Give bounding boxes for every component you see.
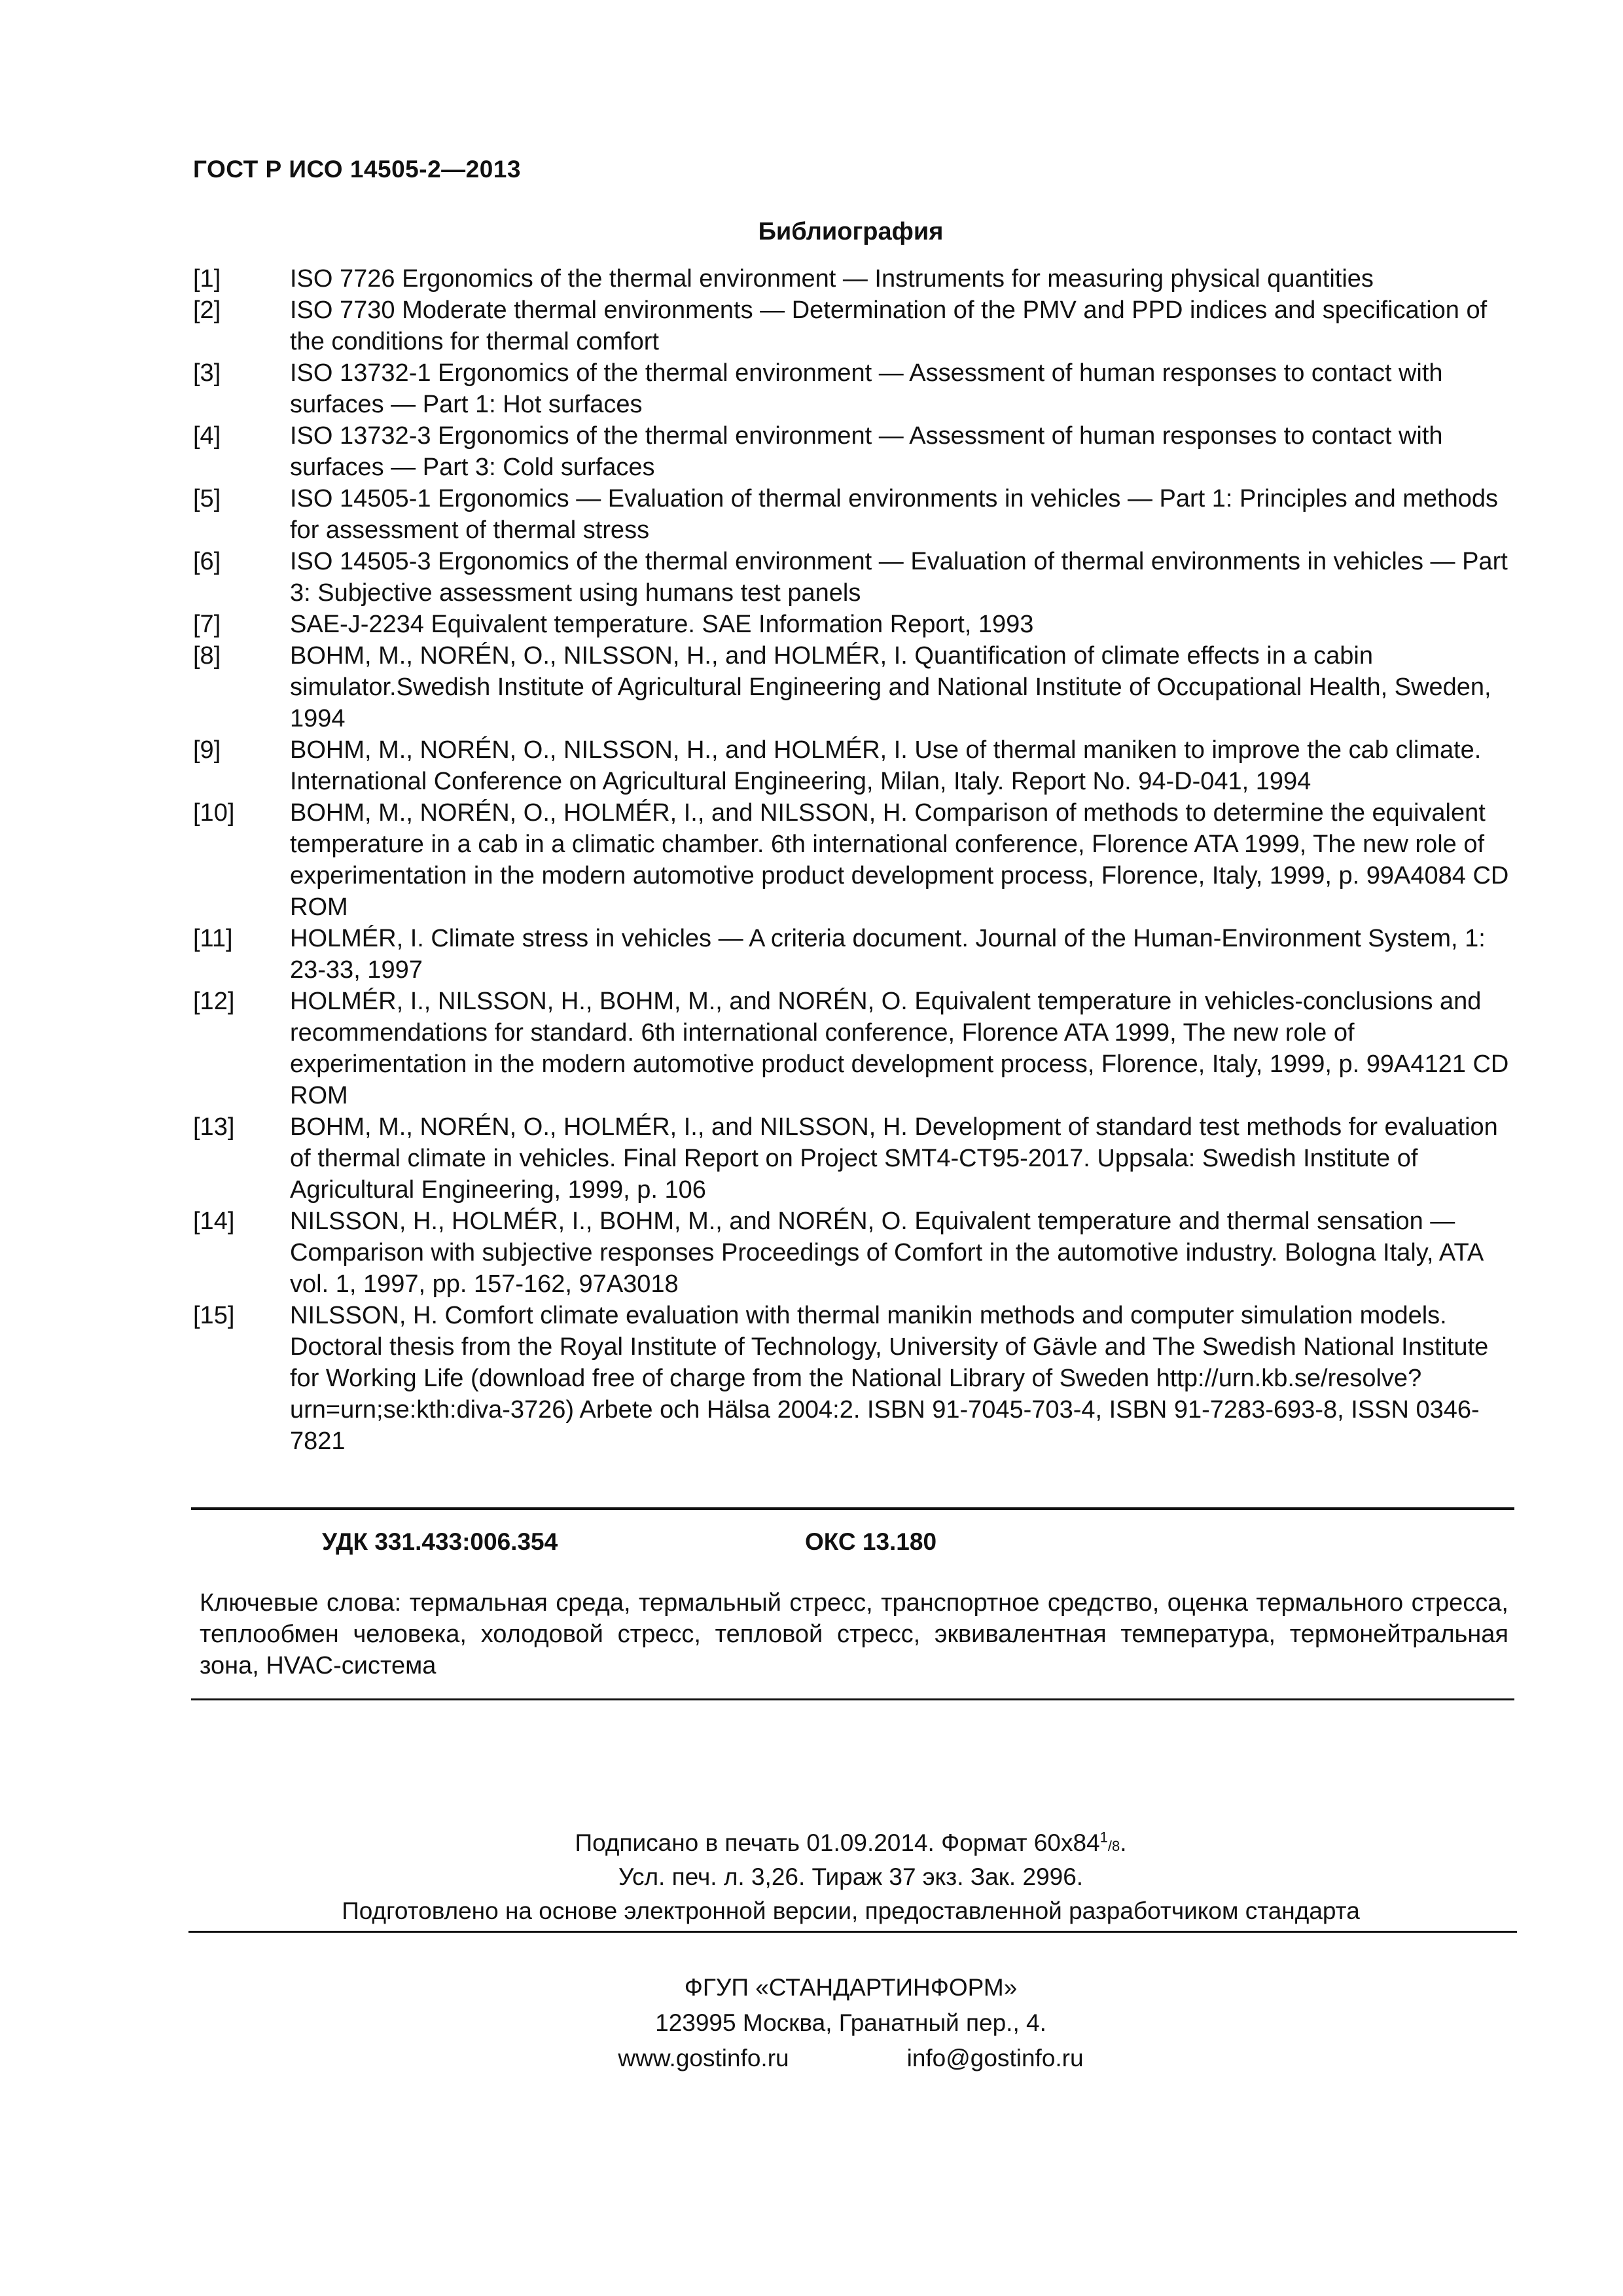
oks-code: ОКС 13.180	[805, 1528, 937, 1555]
bibliography-item-text: BOHM, M., NORÉN, O., NILSSON, H., and HOLMÉR, I. Use of thermal maniken to improve the cab climate. International Conference on Agricultural Engineering, Milan, Italy. Report No. 94-D-041, 1994	[290, 736, 1482, 795]
publisher-contacts	[0, 2041, 1623, 2076]
bibliography-item-text: HOLMÉR, I., NILSSON, H., BOHM, M., and NORÉN, O. Equivalent temperature in vehicles-conclusions and recommendations for standard. 6th international conference, Florence ATA 1999, The new role of experimentation in the modern automotive product development process, Florence, Italy, 1999, p. 99A4121 CD ROM	[290, 988, 1509, 1109]
signed-line	[0, 1826, 1623, 1860]
standard-code-header: ГОСТ Р ИСО 14505-2—2013	[193, 156, 521, 183]
email-link[interactable]: info@gostinfo.ru	[906, 2045, 1084, 2072]
divider-top	[191, 1507, 1514, 1510]
bibliography-item-number: [11]	[193, 925, 233, 952]
bibliography-item	[193, 357, 1515, 420]
bibliography-item-number: [7]	[193, 611, 221, 638]
bibliography-item-text: ISO 13732-3 Ergonomics of the thermal environment — Assessment of human responses to contact with surfaces — Part 3: Cold surfaces	[290, 422, 1443, 481]
bibliography-item-text: SAE-J-2234 Equivalent temperature. SAE Information Report, 1993	[290, 611, 1034, 638]
keywords-paragraph: Ключевые слова: термальная среда, термальный стресс, транспортное средство, оценка термального стресса, теплообмен человека, холодовой стресс, тепловой стресс, эквивалентная температура, термонейтральная зона, HVAC-система	[200, 1589, 1508, 1679]
bibliography-item-number: [8]	[193, 642, 221, 670]
bibliography-item-text: BOHM, M., NORÉN, O., HOLMÉR, I., and NILSSON, H. Comparison of methods to determine the equivalent temperature in a cab in a climatic chamber. 6th international conference, Florence ATA 1999, The new role of experimentation in the modern automotive product development process, Florence, Italy, 1999, p. 99A4084 CD ROM	[290, 799, 1509, 921]
bibliography-item	[193, 420, 1515, 483]
signed-text: Подписано в печать 01.09.2014. Формат 60х84	[575, 1829, 1100, 1856]
bibliography-item	[193, 986, 1515, 1111]
publisher-address: 123995 Москва, Гранатный пер., 4.	[655, 2009, 1046, 2036]
bibliography-item	[193, 295, 1515, 357]
bibliography-item-number: [2]	[193, 296, 221, 324]
bibliography-item-number: [15]	[193, 1302, 235, 1329]
udc-code: УДК 331.433:006.354	[322, 1528, 558, 1555]
bibliography-item-number: [9]	[193, 736, 221, 764]
bibliography-item-text: ISO 7730 Moderate thermal environments — Determination of the PMV and PPD indices and specification of the conditions for thermal comfort	[290, 296, 1488, 355]
bibliography-item	[193, 1206, 1515, 1300]
bibliography-item-text: HOLMÉR, I. Climate stress in vehicles — A criteria document. Journal of the Human-Environment System, 1: 23-33, 1997	[290, 925, 1486, 984]
publisher-name: ФГУП «СТАНДАРТИНФОРМ»	[684, 1974, 1018, 2001]
divider-bottom	[188, 1931, 1517, 1933]
bibliography-item-number: [14]	[193, 1208, 235, 1235]
imprint-block	[0, 1826, 1623, 1928]
bibliography-item-number: [5]	[193, 485, 221, 512]
bibliography-list	[193, 263, 1515, 1457]
bibliography-item-text: BOHM, M., NORÉN, O., HOLMÉR, I., and NILSSON, H. Development of standard test methods for evaluation of thermal climate in vehicles. Final Report on Project SMT4-CT95-2017. Uppsala: Swedish Institute of Agricultural Engineering, 1999, p. 106	[290, 1113, 1498, 1204]
bibliography-item	[193, 483, 1515, 546]
bibliography-item-number: [10]	[193, 799, 235, 827]
format-numerator: 1	[1099, 1829, 1108, 1846]
print-info-line: Усл. печ. л. 3,26. Тираж 37 экз. Зак. 2996.	[618, 1863, 1084, 1890]
format-denominator: /8	[1107, 1838, 1120, 1854]
bibliography-item-text: ISO 7726 Ergonomics of the thermal environment — Instruments for measuring physical quantities	[290, 265, 1374, 293]
bibliography-item-text: ISO 14505-1 Ergonomics — Evaluation of thermal environments in vehicles — Part 1: Principles and methods for assessment of thermal stress	[290, 485, 1499, 544]
bibliography-item	[193, 1300, 1515, 1457]
bibliography-item	[193, 263, 1515, 295]
bibliography-item-number: [1]	[193, 265, 221, 293]
bibliography-item	[193, 640, 1515, 734]
bibliography-item	[193, 797, 1515, 923]
bibliography-item-number: [6]	[193, 548, 221, 575]
bibliography-item-number: [3]	[193, 359, 221, 387]
bibliography-item-text: ISO 13732-1 Ergonomics of the thermal environment — Assessment of human responses to contact with surfaces — Part 1: Hot surfaces	[290, 359, 1443, 418]
bibliography-title: Библиография	[758, 218, 944, 245]
publisher-block	[0, 1970, 1623, 2076]
signed-suffix: .	[1120, 1829, 1127, 1856]
website-link[interactable]: www.gostinfo.ru	[618, 2045, 789, 2072]
bibliography-item-number: [4]	[193, 422, 221, 450]
bibliography-item-text: NILSSON, H., HOLMÉR, I., BOHM, M., and NORÉN, O. Equivalent temperature and thermal sensation — Comparison with subjective responses Proceedings of Comfort in the automotive industry. Bologna Italy, ATA vol. 1, 1997, pp. 157-162, 97A3018	[290, 1208, 1483, 1298]
bibliography-item-text: ISO 14505-3 Ergonomics of the thermal environment — Evaluation of thermal environments in vehicles — Part 3: Subjective assessment using humans test panels	[290, 548, 1508, 607]
prepared-line: Подготовлено на основе электронной версии, предоставленной разработчиком стандарта	[342, 1897, 1360, 1924]
bibliography-item	[193, 734, 1515, 797]
bibliography-item-text: BOHM, M., NORÉN, O., NILSSON, H., and HOLMÉR, I. Quantification of climate effects in a cabin simulator.Swedish Institute of Agricultural Engineering and National Institute of Occupational Health, Sweden, 1994	[290, 642, 1491, 732]
bibliography-item	[193, 923, 1515, 986]
bibliography-item-number: [13]	[193, 1113, 235, 1141]
bibliography-item-text: NILSSON, H. Comfort climate evaluation with thermal manikin methods and computer simulation models. Doctoral thesis from the Royal Institute of Technology, University of Gävle and The Swedish National Institute for Working Life (download free of charge from the National Library of Sweden http://urn.kb.se/resolve?urn=urn;se:kth:diva-3726) Arbete och Hälsa 2004:2. ISBN 91-7045-703-4, ISBN 91-7283-693-8, ISSN 0346-7821	[290, 1302, 1489, 1455]
bibliography-item	[193, 609, 1515, 640]
bibliography-item	[193, 546, 1515, 609]
bibliography-item-number: [12]	[193, 988, 235, 1015]
bibliography-item	[193, 1111, 1515, 1206]
divider-middle	[191, 1698, 1514, 1700]
